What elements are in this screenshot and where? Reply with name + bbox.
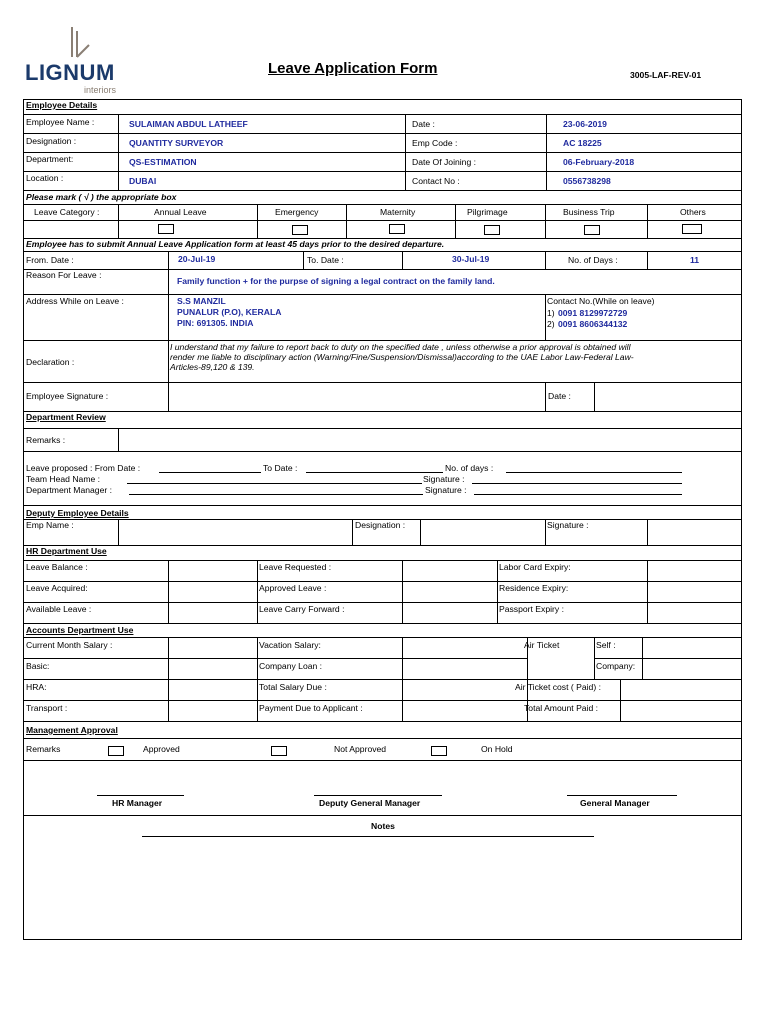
acc-payment-due-label: Payment Due to Applicant : <box>259 703 363 713</box>
hr-approved-leave-label: Approved Leave : <box>259 583 327 593</box>
leave-proposed-from-label: Leave proposed : From Date : <box>26 463 141 473</box>
date-value: 23-06-2019 <box>563 119 607 129</box>
employee-signature-date-label: Date : <box>548 391 571 401</box>
team-head-signature-label: Signature : <box>423 474 465 484</box>
from-date-value: 20-Jul-19 <box>178 254 216 264</box>
acc-company-loan-label: Company Loan : <box>259 661 323 671</box>
address-line-3: PIN: 691305. INDIA <box>177 318 254 328</box>
gm-signature: General Manager <box>580 798 650 808</box>
contact-leave-2: 0091 8606344132 <box>558 319 628 329</box>
section-department-review: Department Review <box>26 412 106 422</box>
mark-note: Please mark ( √ ) the appropriate box <box>26 192 177 202</box>
option-others: Others <box>680 207 706 217</box>
location-label: Location : <box>26 173 64 183</box>
acc-company-label: Company: <box>596 661 636 671</box>
acc-basic-label: Basic: <box>26 661 50 671</box>
dept-manager-label: Department Manager : <box>26 485 112 495</box>
department-label: Department: <box>26 154 74 164</box>
hr-residence-label: Residence Expiry: <box>499 583 569 593</box>
leave-proposed-to-label: To Date : <box>263 463 298 473</box>
address-line-2: PUNALUR (P.O), KERALA <box>177 307 282 317</box>
checkbox-others[interactable] <box>682 224 702 234</box>
hr-available-leave-label: Available Leave : <box>26 604 92 614</box>
employee-signature-label: Employee Signature : <box>26 391 109 401</box>
hr-manager-signature: HR Manager <box>112 798 163 808</box>
department-value: QS-ESTIMATION <box>129 157 197 167</box>
section-employee-details: Employee Details <box>26 100 98 110</box>
option-business-trip: Business Trip <box>563 207 615 217</box>
acc-current-salary-label: Current Month Salary : <box>26 640 113 650</box>
employee-name-label: Employee Name : <box>26 117 95 127</box>
submission-notice: Employee has to submit Annual Leave Application form at least 45 days prior to the desired departure. <box>26 239 445 249</box>
to-date-value: 30-Jul-19 <box>452 254 490 264</box>
checkbox-approved[interactable] <box>108 746 124 756</box>
to-date-label: To. Date : <box>307 255 344 265</box>
option-pilgrimage: Pilgrimage <box>467 207 508 217</box>
checkbox-maternity[interactable] <box>389 224 405 234</box>
dept-remarks-label: Remarks : <box>26 435 66 445</box>
employee-signature-field[interactable] <box>170 384 542 409</box>
hr-leave-acquired-label: Leave Acquired: <box>26 583 88 593</box>
logo-name: LIGNUM <box>25 60 115 85</box>
doj-label: Date Of Joining : <box>412 157 477 167</box>
contact-label: Contact No : <box>412 176 460 186</box>
emp-code-label: Emp Code : <box>412 138 458 148</box>
not-approved-label: Not Approved <box>334 744 387 754</box>
contact-leave-1: 0091 8129972729 <box>558 308 628 318</box>
address-line-1: S.S MANZIL <box>177 296 226 306</box>
notes-label: Notes <box>371 821 395 831</box>
option-annual-leave: Annual Leave <box>154 207 207 217</box>
hr-passport-label: Passport Expiry : <box>499 604 564 614</box>
page-title: Leave Application Form <box>268 60 438 77</box>
checkbox-annual-leave[interactable] <box>158 224 174 234</box>
checkbox-on-hold[interactable] <box>431 746 447 756</box>
on-hold-label: On Hold <box>481 744 513 754</box>
contact-value: 0556738298 <box>563 176 611 186</box>
location-value: DUBAI <box>129 176 157 186</box>
acc-air-ticket-cost-label: Air Ticket cost ( Paid) : <box>515 682 601 692</box>
section-hr-use: HR Department Use <box>26 546 107 556</box>
deputy-designation-label: Designation : <box>355 520 406 530</box>
dept-manager-signature-label: Signature : <box>425 485 467 495</box>
section-deputy-details: Deputy Employee Details <box>26 508 129 518</box>
employee-name-value: SULAIMAN ABDUL LATHEEF <box>129 119 248 129</box>
declaration-line-3: Articles-89,120 & 139. <box>170 362 255 372</box>
reason-value: Family function + for the purpse of signing a legal contract on the family land. <box>177 276 495 286</box>
from-date-label: From. Date : <box>26 255 74 265</box>
acc-total-paid-label: Total Amount Paid : <box>524 703 599 713</box>
designation-value: QUANTITY SURVEYOR <box>129 138 224 148</box>
checkbox-pilgrimage[interactable] <box>484 225 500 235</box>
address-label: Address While on Leave : <box>26 296 124 306</box>
date-label: Date : <box>412 119 435 129</box>
leave-category-label: Leave Category : <box>34 207 100 217</box>
checkbox-emergency[interactable] <box>292 225 308 235</box>
deputy-signature-label: Signature : <box>547 520 589 530</box>
logo <box>25 25 145 100</box>
checkbox-not-approved[interactable] <box>271 746 287 756</box>
declaration-line-2: render me liable to disciplinary action (Warning/Fine/Suspension/Dismissal)according to the UAE Labor Law-Federal Law- <box>170 352 634 362</box>
acc-transport-label: Transport : <box>26 703 68 713</box>
no-of-days-label: No. of Days : <box>568 255 618 265</box>
leave-proposed-days-label: No. of days : <box>445 463 494 473</box>
form-code: 3005-LAF-REV-01 <box>630 70 702 80</box>
logo-sub: interiors <box>84 85 117 95</box>
contact-leave-index-2: 2) <box>547 319 555 329</box>
declaration-label: Declaration : <box>26 357 75 367</box>
notes-area[interactable] <box>26 840 739 936</box>
option-maternity: Maternity <box>380 207 416 217</box>
section-accounts-use: Accounts Department Use <box>26 625 134 635</box>
mgmt-remarks-label: Remarks <box>26 744 61 754</box>
acc-vacation-salary-label: Vacation Salary: <box>259 640 321 650</box>
acc-hra-label: HRA: <box>26 682 47 692</box>
option-emergency: Emergency <box>275 207 319 217</box>
hr-leave-balance-label: Leave Balance : <box>26 562 88 572</box>
declaration-line-1: I understand that my failure to report back to duty on the specified date , unless otherwise a prior approval is obtained will <box>170 342 631 352</box>
acc-self-label: Self : <box>596 640 616 650</box>
hr-labor-card-label: Labor Card Expiry: <box>499 562 571 572</box>
section-management-approval: Management Approval <box>26 725 118 735</box>
team-head-label: Team Head Name : <box>26 474 101 484</box>
no-of-days-value: 11 <box>690 255 700 265</box>
emp-code-value: AC 18225 <box>563 138 602 148</box>
designation-label: Designation : <box>26 136 77 146</box>
checkbox-business-trip[interactable] <box>584 225 600 235</box>
contact-leave-index-1: 1) <box>547 308 555 318</box>
hr-leave-requested-label: Leave Requested : <box>259 562 332 572</box>
acc-total-salary-label: Total Salary Due : <box>259 682 327 692</box>
doj-value: 06-February-2018 <box>563 157 635 167</box>
approved-label: Approved <box>143 744 180 754</box>
reason-label: Reason For Leave : <box>26 270 102 280</box>
acc-air-ticket-label: Air Ticket <box>524 640 560 650</box>
deputy-name-label: Emp Name : <box>26 520 74 530</box>
contact-leave-label: Contact No.(While on leave) <box>547 296 655 306</box>
logo-mark-icon <box>25 25 145 61</box>
hr-carry-forward-label: Leave Carry Forward : <box>259 604 345 614</box>
deputy-gm-signature: Deputy General Manager <box>319 798 421 808</box>
